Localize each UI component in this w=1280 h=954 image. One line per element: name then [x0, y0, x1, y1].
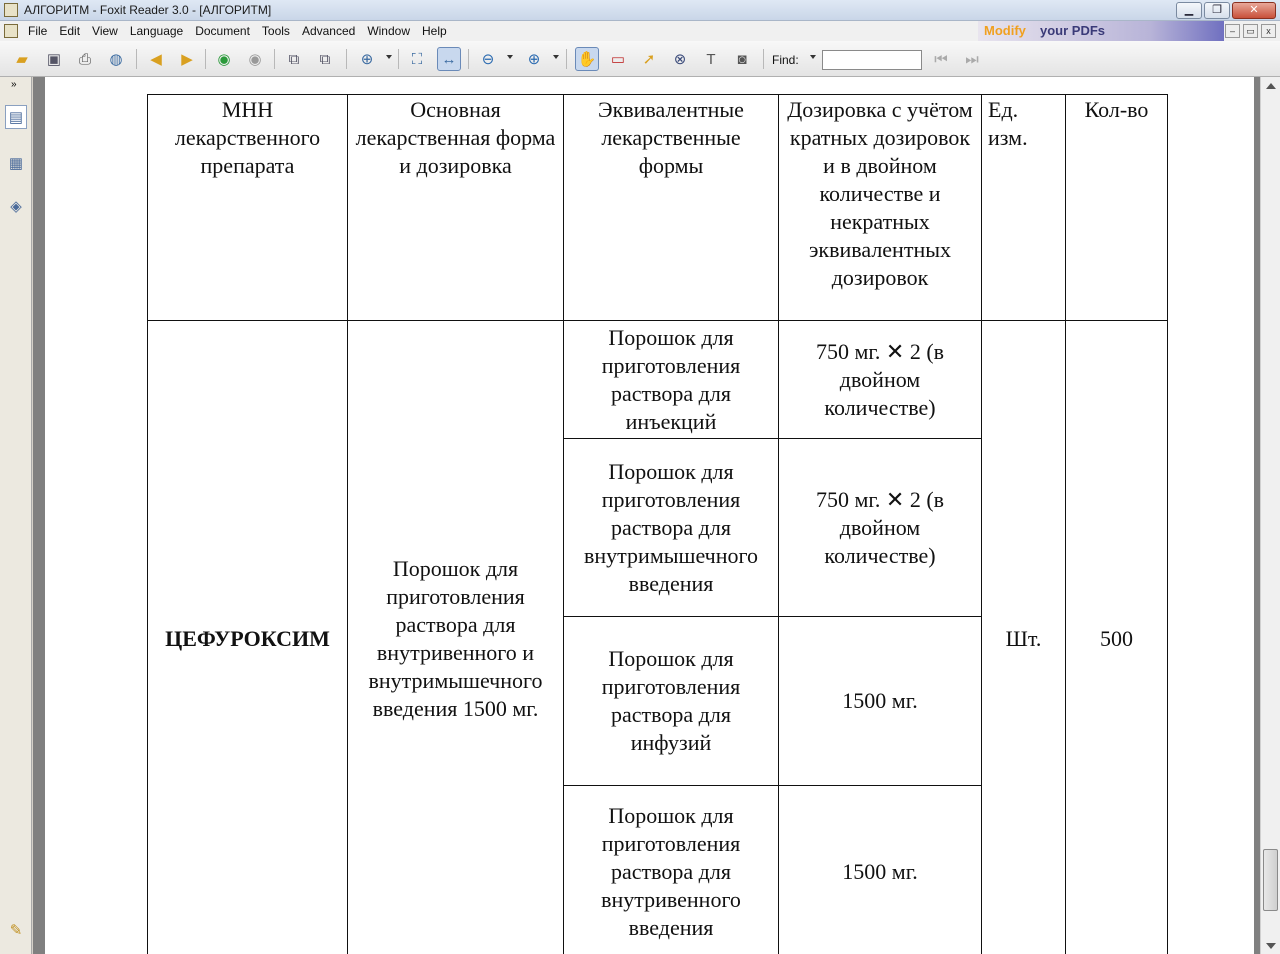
scroll-thumb[interactable]: [1263, 849, 1278, 911]
document-view[interactable]: [33, 77, 1260, 954]
header-equivalent-forms: Эквивалентные лекарственные формы: [564, 95, 779, 321]
zoom-dropdown-icon[interactable]: [386, 55, 392, 59]
mnn-cell: ЦЕФУРОКСИМ: [148, 321, 348, 954]
header-mnn: МНН лекарственного препарата: [148, 95, 348, 321]
snapshot-camera-icon[interactable]: ◙: [737, 50, 747, 68]
banner-word-pdfs: your PDFs: [1040, 23, 1106, 38]
typewriter-icon[interactable]: T: [706, 50, 716, 68]
table-header-row: [148, 95, 1168, 321]
zoom-in-small-icon[interactable]: ⊕: [527, 51, 541, 68]
unit-cell: Шт.: [982, 321, 1066, 954]
print-icon[interactable]: ⎙: [78, 50, 91, 68]
menu-view[interactable]: View: [92, 24, 118, 38]
window-title: АЛГОРИТМ - Foxit Reader 3.0 - [АЛГОРИТМ]: [24, 3, 272, 17]
find-label: Find:: [772, 53, 799, 67]
menu-edit[interactable]: Edit: [59, 24, 81, 38]
header-unit: Ед. изм.: [982, 95, 1066, 321]
main-form-cell: Порошок для приготовления раствора для внутривенного и внутримышечного введения 1500 мг.: [348, 321, 564, 954]
pointer-tool-icon[interactable]: ➚: [642, 51, 656, 68]
minimize-button[interactable]: ▁: [1176, 2, 1202, 19]
close-button[interactable]: ✕: [1232, 2, 1276, 19]
find-binoculars-icon[interactable]: ⊗: [673, 51, 687, 68]
drug-table: [147, 94, 1168, 954]
scroll-up-icon[interactable]: [1266, 83, 1276, 89]
dosage-cell: 1500 мг.: [779, 786, 982, 954]
navigation-panel: [0, 77, 32, 954]
doc-close-button[interactable]: x: [1261, 24, 1276, 38]
scroll-down-icon[interactable]: [1266, 943, 1276, 949]
vertical-scrollbar[interactable]: [1260, 77, 1280, 954]
go-back-icon[interactable]: ◉: [217, 51, 231, 68]
dosage-cell: 750 мг. ✕ 2 (в двойном количестве): [779, 321, 982, 439]
doc-restore-button[interactable]: ▭: [1243, 24, 1258, 38]
previous-page-icon[interactable]: ◀: [150, 51, 162, 68]
menu-advanced[interactable]: Advanced: [301, 24, 356, 38]
expand-panel-icon[interactable]: »: [11, 79, 17, 90]
toolbar: [0, 41, 1280, 77]
header-quantity: Кол-во: [1066, 95, 1168, 321]
go-forward-icon[interactable]: ◉: [248, 51, 262, 68]
modify-pdfs-banner[interactable]: [978, 21, 1224, 41]
pdf-page: [45, 77, 1254, 954]
dosage-cell: 750 мг. ✕ 2 (в двойном количестве): [779, 439, 982, 617]
find-input[interactable]: [822, 50, 922, 70]
table-row: [148, 321, 1168, 439]
find-previous-icon[interactable]: ⏮: [934, 50, 948, 68]
save-icon[interactable]: ▣: [46, 51, 62, 68]
menu-file[interactable]: File: [28, 24, 48, 38]
rotate-left-icon[interactable]: ⧉: [288, 50, 300, 68]
banner-word-modify: Modify: [984, 23, 1026, 38]
header-dosage: Дозировка с учётом кратных дозировок и в двойном количестве и некратных эквивалентных дозировок: [779, 95, 982, 321]
app-icon: [4, 3, 18, 17]
bookmarks-icon[interactable]: ▤: [5, 105, 27, 129]
menu-help[interactable]: Help: [422, 24, 447, 38]
equivalent-form-cell: Порошок для приготовления раствора для инфузий: [564, 617, 779, 786]
next-page-icon[interactable]: ▶: [181, 51, 193, 68]
doc-minimize-button[interactable]: –: [1225, 24, 1240, 38]
equivalent-form-cell: Порошок для приготовления раствора для внутривенного введения: [564, 786, 779, 954]
hand-tool-icon[interactable]: ✋: [575, 47, 599, 71]
rotate-right-icon[interactable]: ⧉: [319, 50, 331, 68]
menu-language[interactable]: Language: [129, 24, 184, 38]
attachments-icon[interactable]: ✎: [9, 922, 23, 939]
menu-document[interactable]: Document: [195, 24, 250, 38]
zoom-in-icon[interactable]: ⊕: [360, 51, 374, 68]
select-text-icon[interactable]: ▭: [610, 51, 626, 68]
menu-tools[interactable]: Tools: [261, 24, 290, 38]
equivalent-form-cell: Порошок для приготовления раствора для внутримышечного введения: [564, 439, 779, 617]
title-bar: [0, 0, 1280, 21]
find-options-dropdown-icon[interactable]: [810, 55, 816, 59]
quantity-cell: 500: [1066, 321, 1168, 954]
document-icon: [4, 24, 18, 38]
dosage-cell: 1500 мг.: [779, 617, 982, 786]
find-next-icon[interactable]: ⏭: [965, 50, 979, 68]
equivalent-form-cell: Порошок для приготовления раствора для инъекций: [564, 321, 779, 439]
fit-page-icon[interactable]: ⛶: [411, 50, 423, 68]
zoom-out-dropdown-icon[interactable]: [507, 55, 513, 59]
zoom-out-icon[interactable]: ⊖: [481, 51, 495, 68]
layers-icon[interactable]: ◈: [10, 198, 22, 215]
header-main-form: Основная лекарственная форма и дозировка: [348, 95, 564, 321]
menu-window[interactable]: Window: [367, 24, 410, 38]
open-folder-icon[interactable]: ▰: [16, 51, 28, 68]
fit-width-icon[interactable]: ↔: [437, 47, 461, 71]
pages-thumbnails-icon[interactable]: ▦: [8, 155, 24, 172]
zoom-in-dropdown-icon[interactable]: [553, 55, 559, 59]
maximize-button[interactable]: ❐: [1204, 2, 1230, 19]
web-icon[interactable]: ◍: [109, 51, 123, 68]
